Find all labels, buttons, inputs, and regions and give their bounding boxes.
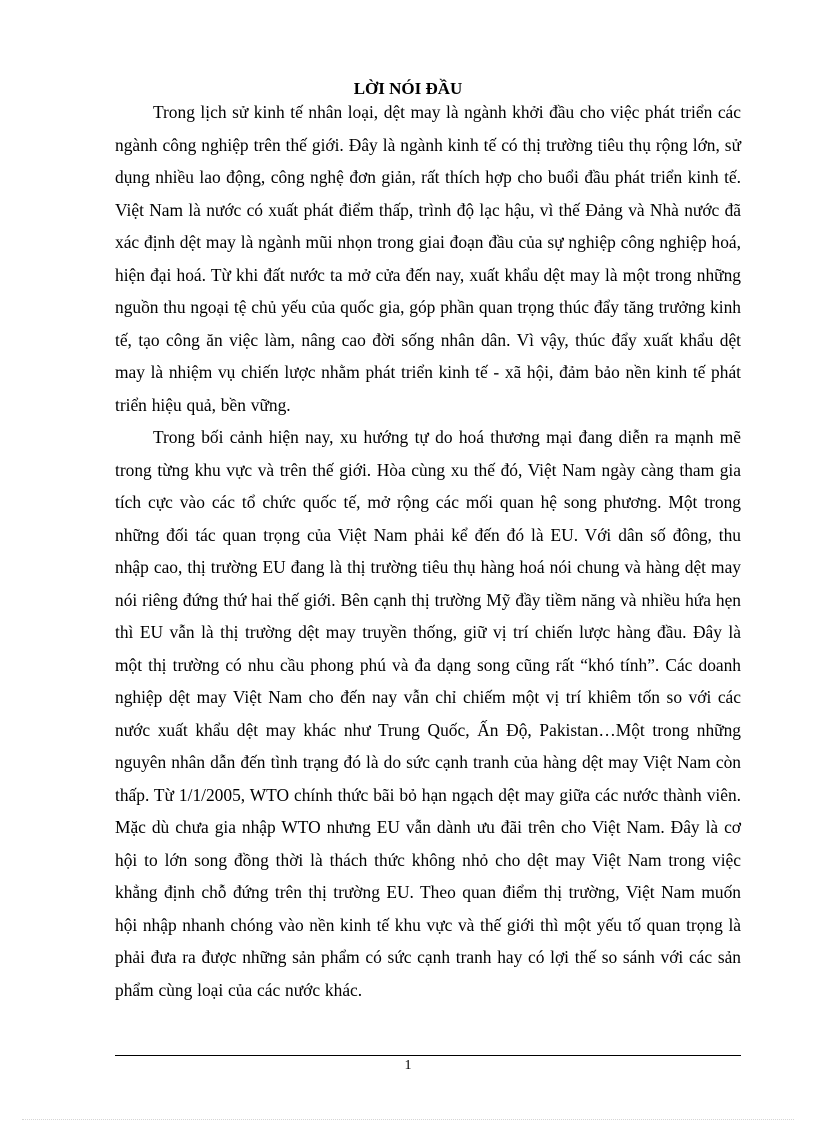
page-title: LỜI NÓI ĐẦU — [353, 79, 463, 98]
paragraph-2: Trong bối cảnh hiện nay, xu hướng tự do hoá thương mại đang diễn ra mạnh mẽ trong từng khu vực và trên thế giới. Hòa cùng xu thế đó, Việt Nam ngày càng tham gia tích cực vào các tổ chức quốc tế, mở rộng các mối quan hệ song phương. Một trong những đối tác quan trọng của Việt Nam phải kể đến đó là EU. Với dân số đông, thu nhập cao, thị trường EU đang là thị trường tiêu thụ hàng hoá nói chung và hàng dệt may nói riêng đứng thứ hai thế giới. Bên cạnh thị trường Mỹ đầy tiềm năng và nhiều hứa hẹn thì EU vẫn là thị trường dệt may truyền thống, giữ vị trí chiến lược hàng đầu. Đây là một thị trường có nhu cầu phong phú và đa dạng song cũng rất “khó tính”. Các doanh nghiệp dệt may Việt Nam cho đến nay vẫn chỉ chiếm một vị trí khiêm tốn so với các nước xuất khẩu dệt may khác như Trung Quốc, Ấn Độ, Pakistan…Một trong những nguyên nhân dẫn đến tình trạng đó là do sức cạnh tranh của hàng dệt may Việt Nam còn thấp. Từ 1/1/2005, WTO chính thức bãi bỏ hạn ngạch dệt may giữa các nước thành viên. Mặc dù chưa gia nhập WTO nhưng EU vẫn dành ưu đãi trên cho Việt Nam. Đây là cơ hội to lớn song đồng thời là thách thức không nhỏ cho dệt may Việt Nam trong việc khẳng định chỗ đứng trên thị trường EU. Theo quan điểm thị trường, Việt Nam muốn hội nhập nhanh chóng vào nền kinh tế khu vực và thế giới thì một yếu tố quan trọng là phải đưa ra được những sản phẩm có sức cạnh tranh hay có lợi thế so sánh với các sản phẩm cùng loại của các nước khác. — [115, 427, 741, 1000]
document-body — [115, 96, 741, 1006]
page-number: 1 — [404, 1058, 412, 1073]
footer-divider — [115, 1055, 741, 1056]
paragraph-1: Trong lịch sử kinh tế nhân loại, dệt may là ngành khởi đầu cho việc phát triển các ngành công nghiệp trên thế giới. Đây là ngành kinh tế có thị trường tiêu thụ rộng lớn, sử dụng nhiều lao động, công nghệ đơn giản, rất thích hợp cho buổi đầu phát triển kinh tế. Việt Nam là nước có xuất phát điểm thấp, trình độ lạc hậu, vì thế Đảng và Nhà nước đã xác định dệt may là ngành mũi nhọn trong giai đoạn đầu của sự nghiệp công nghiệp hoá, hiện đại hoá. Từ khi đất nước ta mở cửa đến nay, xuất khẩu dệt may là một trong những nguồn thu ngoại tệ chủ yếu của quốc gia, góp phần quan trọng thúc đẩy tăng trưởng kinh tế, tạo công ăn việc làm, nâng cao đời sống nhân dân. Vì vậy, thúc đẩy xuất khẩu dệt may là nhiệm vụ chiến lược nhằm phát triển kinh tế - xã hội, đảm bảo nền kinh tế phát triển hiệu quả, bền vững. — [115, 102, 741, 415]
page-bottom-edge — [22, 1119, 794, 1120]
